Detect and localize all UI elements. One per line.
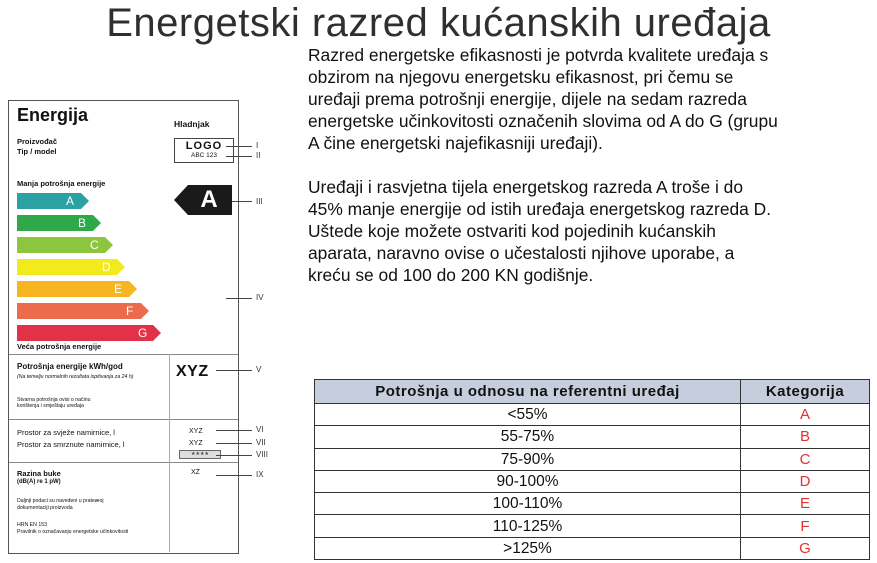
- reference-cell: 55-75%: [315, 426, 741, 448]
- reference-cell: >125%: [315, 537, 741, 559]
- frozen-volume-value: XYZ: [189, 440, 203, 447]
- roman-numeral: VII: [256, 438, 266, 447]
- pointer-line: [216, 443, 252, 444]
- roman-numeral: V: [256, 365, 262, 374]
- noise-unit: (dB(A) re 1 pW): [17, 479, 61, 485]
- category-cell: B: [741, 426, 870, 448]
- class-letter: B: [78, 216, 87, 230]
- text-line: Uštede koje možete ostvariti kod pojedinih kućanskih: [308, 221, 716, 241]
- pointer-line: [226, 156, 252, 157]
- class-letter: G: [138, 326, 148, 340]
- class-bar-e: [17, 281, 137, 297]
- reference-cell: 90-100%: [315, 470, 741, 492]
- class-letter: A: [66, 194, 75, 208]
- consumption-title: Potrošnja energije kWh/god: [17, 362, 123, 371]
- low-consumption-label: Manja potrošnja energije: [17, 179, 106, 188]
- class-bar-g: [17, 325, 161, 341]
- class-bar-a: [17, 193, 89, 209]
- pointer-line: [232, 201, 252, 202]
- energy-label: [8, 100, 239, 554]
- table-row: [315, 537, 870, 559]
- class-bar-f: [17, 303, 149, 319]
- noise-value: XZ: [191, 469, 200, 476]
- reference-cell: 75-90%: [315, 448, 741, 470]
- text-line: Razred energetske efikasnosti je potvrda kvalitete uređaja s: [308, 45, 769, 65]
- header-category: Kategorija: [741, 380, 870, 404]
- regulation: Pravilnik o označavanju energetske učinkovitosti: [17, 529, 129, 535]
- pointer-line: [226, 298, 252, 299]
- class-letter: C: [90, 238, 99, 252]
- logo-box: [174, 138, 234, 163]
- pointer-line: [216, 475, 252, 476]
- text-line: uređaji prema potrošnji energije, dijele na sedam razreda: [308, 89, 747, 109]
- column-divider: [169, 354, 170, 552]
- category-cell: E: [741, 493, 870, 515]
- logo: LOGO: [185, 140, 223, 152]
- slide-title: Energetski razred kućanskih uređaja: [106, 1, 771, 45]
- class-letter: F: [126, 304, 134, 318]
- class-bar-c: [17, 237, 113, 253]
- arrow-icon: [17, 193, 89, 209]
- rating-indicator: [174, 185, 232, 215]
- roman-numeral: I: [256, 141, 259, 150]
- divider: [9, 354, 238, 355]
- class-letter: D: [102, 260, 111, 274]
- reference-cell: 110-125%: [315, 515, 741, 537]
- text-line: energetske učinkovitosti označenih slovima od A do G (grupu: [308, 111, 778, 131]
- high-consumption-label: Veća potrošnja energije: [17, 342, 102, 351]
- roman-numeral: VI: [256, 425, 264, 434]
- category-table: [314, 379, 870, 560]
- table-row: [315, 426, 870, 448]
- category-cell: A: [741, 404, 870, 426]
- text-line: Uređaji i rasvjetna tijela energetskog razreda A troše i do: [308, 177, 744, 197]
- table-row: [315, 470, 870, 492]
- pointer-line: [216, 370, 252, 371]
- fresh-volume-value: XYZ: [189, 428, 203, 435]
- roman-numeral: IV: [256, 293, 264, 302]
- text-line: A čine energetski najefikasniji uređaji).: [308, 133, 603, 153]
- pointer-line: [216, 430, 252, 431]
- category-cell: D: [741, 470, 870, 492]
- manufacturer-label: Proizvođač: [17, 137, 58, 146]
- divider: [9, 419, 238, 420]
- class-bar-shape: [17, 193, 89, 209]
- roman-numeral: II: [256, 151, 261, 160]
- text-line: aparata, naravno ovise o učestalosti njihove uporabe, a: [308, 243, 735, 263]
- category-cell: G: [741, 537, 870, 559]
- frozen-volume-label: Prostor za smrznute namirnice, l: [17, 440, 125, 449]
- more-info-2: dokumentaciji proizvoda: [17, 505, 73, 511]
- roman-numeral: VIII: [256, 450, 269, 459]
- model-label: Tip / model: [17, 147, 57, 156]
- consumption-note: (Na temelju normalnih rezultata ispitivanja za 24 h): [17, 374, 134, 380]
- usage-note-1: Stvarna potrošnja ovisi o načinu: [17, 397, 91, 403]
- label-title: Energija: [17, 105, 89, 125]
- roman-numeral: III: [256, 197, 263, 206]
- fresh-volume-label: Prostor za svježe namirnice, l: [17, 428, 115, 437]
- table-row: [315, 493, 870, 515]
- more-info-1: Daljnji podaci su navedeni u prateæoj: [17, 498, 104, 504]
- pointer-line: [226, 146, 252, 147]
- standard: HRN EN 153: [17, 522, 47, 528]
- description: [308, 44, 874, 286]
- text-line: kreću se od 100 do 200 KN godišnje.: [308, 265, 594, 285]
- reference-cell: <55%: [315, 404, 741, 426]
- table-header-row: [315, 380, 870, 404]
- divider: [9, 462, 238, 463]
- model-value: ABC 123: [190, 152, 218, 159]
- paragraph-2: [308, 176, 874, 286]
- table-row: [315, 404, 870, 426]
- noise-title: Razina buke: [17, 469, 61, 478]
- consumption-value: XYZ: [176, 363, 209, 380]
- paragraph-1: [308, 44, 874, 154]
- star-rating-icon: ★★★★: [179, 450, 221, 459]
- class-bar-d: [17, 259, 125, 275]
- table-row: [315, 515, 870, 537]
- text-line: obzirom na njegovu energetsku efikasnost, pri čemu se: [308, 67, 734, 87]
- class-bar-shape: [17, 215, 101, 231]
- reference-cell: 100-110%: [315, 493, 741, 515]
- rating-letter: A: [200, 186, 218, 213]
- category-cell: C: [741, 448, 870, 470]
- category-cell: F: [741, 515, 870, 537]
- appliance-name: Hladnjak: [174, 119, 210, 129]
- class-bar-b: [17, 215, 101, 231]
- header-reference: Potrošnja u odnosu na referentni uređaj: [315, 380, 741, 404]
- roman-numeral: IX: [256, 470, 264, 479]
- arrow-icon: [17, 215, 101, 231]
- text-line: 45% manje energije od istih uređaja energetskog razreda D.: [308, 199, 772, 219]
- class-letter: E: [114, 282, 123, 296]
- table-row: [315, 448, 870, 470]
- pointer-line: [216, 455, 252, 456]
- usage-note-2: korištenja i smještaju uređaja: [17, 403, 84, 409]
